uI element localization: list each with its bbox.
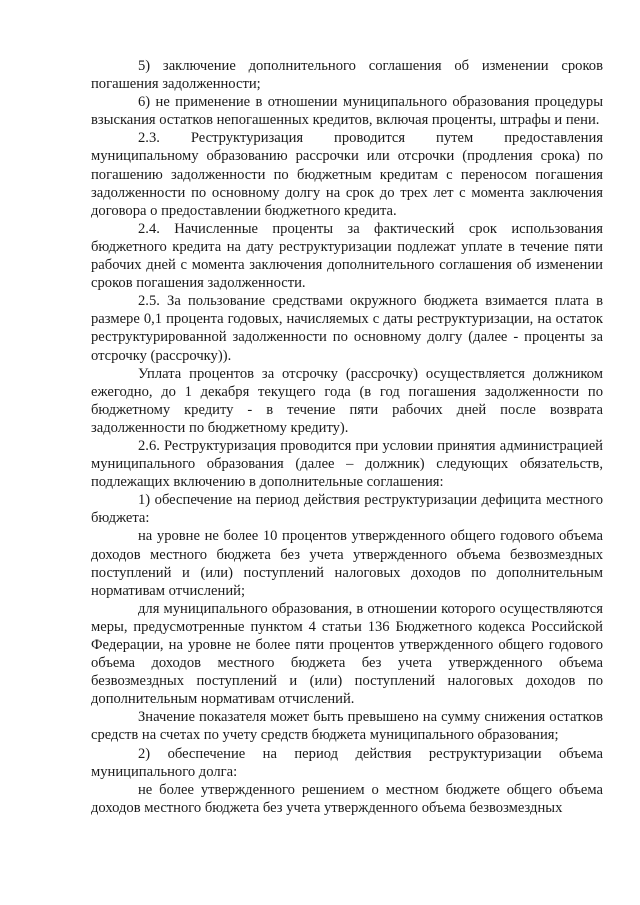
paragraph-obligation-2: 2) обеспечение на период действия реструктуризации объема муниципального долга: bbox=[91, 745, 603, 780]
paragraph-2-6: 2.6. Реструктуризация проводится при условии принятия администрацией муниципального образования (далее – должник) следующих обязательств, подлежащих включению в дополнительные соглашения: bbox=[91, 437, 603, 491]
paragraph-debt-limit: не более утвержденного решением о местном бюджете общего объема доходов местного бюджета без учета утвержденного объема безвозмездных bbox=[91, 781, 603, 816]
paragraph-2-5: 2.5. За пользование средствами окружного бюджета взимается плата в размере 0,1 процента годовых, начисляемых с даты реструктуризации, на остаток реструктурированной задолженности по основному долгу (далее - проценты за отсрочку (рассрочку)). bbox=[91, 293, 603, 364]
paragraph-item-6: 6) не применение в отношении муниципального образования процедуры взыскания остатков непогашенных кредитов, включая проценты, штрафы и пени. bbox=[91, 94, 603, 129]
paragraph-interest-payment: Уплата процентов за отсрочку (рассрочку) осуществляется должником ежегодно, до 1 декабря текущего года (в год погашения задолженности по бюджетному кредиту - в течение пяти рабочих дней после возврата задолженности по бюджетному кредиту). bbox=[91, 365, 603, 436]
paragraph-item-5: 5) заключение дополнительного соглашения об изменении сроков погашения задолженности; bbox=[91, 58, 603, 93]
paragraph-deficit-5-percent: для муниципального образования, в отношении которого осуществляются меры, предусмотренные пунктом 4 статьи 136 Бюджетного кодекса Российской Федерации, на уровне не более пяти процентов утвержденного общего годового объема доходов местного бюджета без учета утвержденного объема безвозмездных поступлений и (или) поступлений налоговых доходов по дополнительным нормативам отчислений. bbox=[91, 600, 603, 708]
paragraph-2-4: 2.4. Начисленные проценты за фактический срок использования бюджетного кредита на дату реструктуризации подлежат уплате в течение пяти рабочих дней с момента заключения дополнительного соглашения об изменении сроков погашения задолженности. bbox=[91, 220, 603, 292]
document-page bbox=[91, 57, 603, 817]
paragraph-obligation-1: 1) обеспечение на период действия реструктуризации дефицита местного бюджета: bbox=[91, 492, 603, 527]
paragraph-2-3: 2.3. Реструктуризация проводится путем предоставления муниципальному образованию рассрочки или отсрочки (продления срока) по погашению задолженности по бюджетным кредитам с переносом погашения задолженности по основному долгу на срок до трех лет с момента заключения договора о предоставлении бюджетного кредита. bbox=[91, 130, 603, 219]
paragraph-indicator-excess: Значение показателя может быть превышено на сумму снижения остатков средств на счетах по учету средств бюджета муниципального образования; bbox=[91, 709, 603, 744]
paragraph-deficit-10-percent: на уровне не более 10 процентов утвержденного общего годового объема доходов местного бюджета без учета утвержденного объема безвозмездных поступлений и (или) поступлений налоговых доходов по дополнительным нормативам отчислений; bbox=[91, 528, 603, 599]
